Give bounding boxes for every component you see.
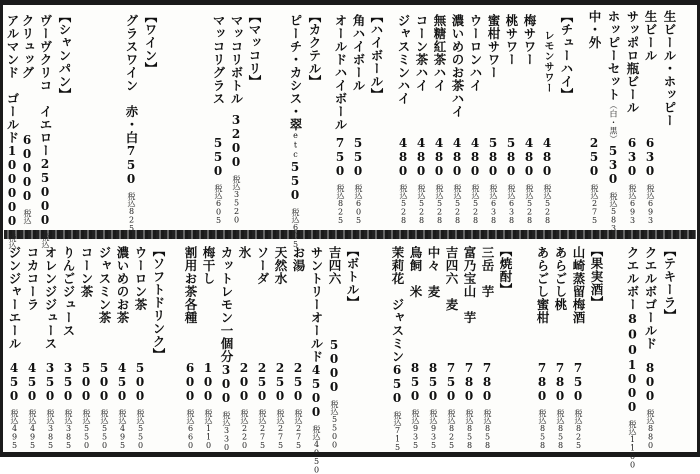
item-tax: 税込550 <box>82 408 91 449</box>
menu-item <box>123 14 139 233</box>
item-price: 480 <box>522 135 536 178</box>
menu-item <box>182 246 198 449</box>
item-tax: 税込1100 <box>628 419 637 469</box>
item-tax: 税込4950 <box>312 425 321 474</box>
item-tax: 税込528 <box>543 183 552 224</box>
item-price: 600 <box>183 360 197 403</box>
item-name: ホッピーセット <box>606 10 621 101</box>
bottle-heading: 【ボトル】 <box>345 244 360 309</box>
item-tax: 税込605 <box>291 207 300 248</box>
item-price: 480 <box>540 135 554 178</box>
item-tax: 税込528 <box>417 183 426 224</box>
item-name: コーン茶ハイ <box>414 14 429 92</box>
item-tax: 税込495 <box>10 408 19 449</box>
menu-item <box>332 14 348 224</box>
item-name: 吉四六 麦 <box>444 246 459 311</box>
menu-item <box>642 10 658 224</box>
item-price: 530 <box>606 143 620 186</box>
item-tax: 税込825 <box>574 408 583 449</box>
item-tax: 税込528 <box>399 183 408 224</box>
highball-heading: 【ハイボール】 <box>369 10 384 101</box>
item-name: 富乃宝山 芋 <box>462 246 477 324</box>
item-name: ヴーヴクリコ イエロー <box>38 14 53 157</box>
item-price: 1000 <box>625 357 639 414</box>
item-note: （白・黒） <box>609 101 618 144</box>
item-price: 780 <box>480 360 494 403</box>
item-price: 750 <box>571 360 585 403</box>
item-price: 750 <box>333 135 347 178</box>
left-border <box>0 0 3 457</box>
item-price: 250 <box>273 360 287 403</box>
item-tax: 税込880 <box>646 408 655 449</box>
item-price: 250 <box>587 135 601 178</box>
item-tax: 税込858 <box>556 408 565 449</box>
menu-item <box>42 246 58 449</box>
item-name: ウーロン茶 <box>133 246 148 311</box>
menu-item <box>534 246 550 449</box>
item-tax: 税込858 <box>483 408 492 449</box>
item-tax: 税込528 <box>525 183 534 224</box>
item-tax: 税込3520 <box>232 175 241 224</box>
menu-item <box>431 14 447 224</box>
item-name: 割用お茶各種 <box>183 246 198 324</box>
item-name: お湯 <box>291 246 306 272</box>
item-price: 650 <box>390 363 404 405</box>
menu-item <box>200 246 216 449</box>
item-note: etc <box>291 131 300 160</box>
item-tax: 税込715 <box>393 411 402 452</box>
menu-item <box>210 14 226 224</box>
menu-item <box>96 246 112 449</box>
item-name: サントリーオールド <box>309 246 324 363</box>
item-name: マッコリグラス <box>211 14 226 105</box>
makgeolli-heading-col <box>246 10 262 224</box>
item-price: 250 <box>291 360 305 403</box>
item-price: 850 <box>408 360 422 403</box>
item-tax: 税込 <box>23 209 32 224</box>
item-tax: 税込110 <box>204 408 213 449</box>
item-price: 550 <box>211 135 225 178</box>
item-name: マッコリボトル <box>229 14 244 105</box>
item-tax: 税込 <box>41 233 50 248</box>
menu-item <box>37 14 53 248</box>
softdrink-heading: 【ソフトドリンク】 <box>151 244 166 361</box>
item-tax: 税込528 <box>471 183 480 224</box>
item-tax: 税込825 <box>447 408 456 449</box>
item-tax: 税込220 <box>240 408 249 449</box>
item-price: 4500 <box>309 363 323 419</box>
item-tax: 税込385 <box>64 408 73 449</box>
item-name: 山崎蒸留梅酒 <box>571 246 586 324</box>
menu-item <box>449 14 465 224</box>
menu-item <box>228 14 244 224</box>
item-name: ピーチ・カシス・翠 <box>288 14 303 131</box>
item-tax: 税込583 <box>609 191 618 232</box>
menu-item <box>467 14 483 224</box>
item-tax: 税込638 <box>489 183 498 224</box>
item-price: 500 <box>133 360 147 403</box>
menu-item <box>539 30 555 224</box>
item-tax: 税込275 <box>590 183 599 224</box>
menu-item <box>461 246 477 449</box>
fruit-heading-col <box>588 244 604 449</box>
item-tax: 税込660 <box>186 408 195 449</box>
menu-item <box>6 246 22 449</box>
item-tax: 税込275 <box>294 408 303 449</box>
menu-item <box>60 246 76 449</box>
section-divider <box>4 230 696 239</box>
item-price: 780 <box>535 360 549 403</box>
item-price: 5000 <box>327 338 341 394</box>
item-tax: 税込275 <box>258 408 267 449</box>
item-price: 580 <box>486 135 500 178</box>
item-name: 天然水 <box>273 246 288 285</box>
item-name: 梅サワー <box>522 14 537 66</box>
item-price: 60000 <box>20 133 34 203</box>
menu-item <box>24 246 40 449</box>
wine-heading: 【ワイン】 <box>143 10 158 75</box>
menu-item <box>287 14 303 248</box>
menu-item <box>272 246 288 449</box>
menu-item <box>503 14 519 224</box>
item-tax: 税込 <box>8 234 17 249</box>
item-price: 200 <box>237 360 251 403</box>
menu-item <box>485 14 501 224</box>
item-name: アルマンド ゴールド <box>5 14 20 144</box>
menu-item <box>552 246 568 449</box>
menu-item <box>570 246 586 449</box>
item-name: コカコーラ <box>25 246 40 311</box>
item-name: 生ビール <box>643 10 658 62</box>
menu-item <box>521 14 537 224</box>
item-tax: 税込5500 <box>330 400 339 449</box>
champagne-heading: 【シャンパン】 <box>57 10 72 101</box>
item-name: オールドハイボール <box>333 14 348 131</box>
item-name: 角ハイボール <box>351 14 366 92</box>
menu-item <box>132 246 148 449</box>
item-name: ウーロンハイ <box>468 14 483 92</box>
item-name: 氷 <box>237 246 252 259</box>
item-name: カットレモン一個分 <box>219 246 234 363</box>
item-price: 580 <box>504 135 518 178</box>
menu-item <box>290 246 306 449</box>
item-price: 850 <box>426 360 440 403</box>
item-name: 梅干し <box>201 246 216 285</box>
item-price: 780 <box>553 360 567 403</box>
softdrink-heading-col <box>150 244 166 449</box>
item-price: 250 <box>255 360 269 403</box>
item-price: 750 <box>444 360 458 403</box>
tequila-heading-col <box>661 244 677 449</box>
item-price: 25000 <box>38 157 52 227</box>
item-name: クリュッグ <box>20 14 35 79</box>
item-tax: 税込528 <box>435 183 444 224</box>
menu-item <box>624 246 640 469</box>
menu-item <box>326 246 342 449</box>
cocktail-heading-col <box>306 10 322 224</box>
item-price: 480 <box>432 135 446 178</box>
item-tax: 税込528 <box>453 183 462 224</box>
item-tax: 税込385 <box>46 408 55 449</box>
item-name: ジャスミン茶 <box>97 246 112 324</box>
item-name: レモンサワー <box>542 30 553 93</box>
item-name: あらごし桃 <box>553 246 568 311</box>
item-name: 濃いめのお茶ハイ <box>450 14 465 118</box>
item-tax: 税込935 <box>429 408 438 449</box>
item-price: 550 <box>288 159 302 202</box>
beer-heading: 生ビール・ホッピー <box>662 10 677 127</box>
item-name: 中々 麦 <box>426 246 441 298</box>
item-name: ジャスミンハイ <box>396 14 411 105</box>
item-price: 550 <box>351 135 365 178</box>
shochu-heading-col <box>497 244 513 449</box>
item-tax: 税込550 <box>100 408 109 449</box>
item-name: 中・外 <box>587 10 602 49</box>
item-name: 無糖紅茶ハイ <box>432 14 447 92</box>
item-tax: 税込638 <box>507 183 516 224</box>
item-price: 3200 <box>229 113 243 169</box>
chuhai-heading-col <box>558 10 574 224</box>
item-price: 450 <box>115 360 129 403</box>
item-name: クエルボー800 <box>625 246 640 358</box>
item-tax: 税込330 <box>222 411 231 452</box>
item-price: 350 <box>43 360 57 403</box>
item-name: 吉四六 <box>327 246 342 285</box>
menu-item <box>425 246 441 449</box>
item-price: 480 <box>414 135 428 178</box>
menu-item <box>254 246 270 449</box>
menu-item <box>586 10 602 224</box>
menu-item <box>407 246 423 449</box>
fruit-heading: 【果実酒】 <box>589 244 604 309</box>
item-price: 480 <box>468 135 482 178</box>
menu-item <box>443 246 459 449</box>
item-name: クエルボゴールド <box>643 246 658 350</box>
item-name: 鳥飼 米 <box>408 246 423 298</box>
chuhai-heading: 【チューハイ】 <box>559 10 574 101</box>
bottom-border <box>0 452 700 457</box>
item-price: 100000 <box>5 144 19 228</box>
item-name: オレンジジュース <box>43 246 58 350</box>
item-price: 480 <box>450 135 464 178</box>
highball-heading-col <box>368 10 384 224</box>
item-tax: 税込858 <box>465 408 474 449</box>
item-price: 500 <box>97 360 111 403</box>
item-price: 100 <box>201 360 215 403</box>
item-price: 450 <box>25 360 39 403</box>
menu-item <box>624 10 640 224</box>
item-name: コーン茶 <box>79 246 94 298</box>
menu-item <box>4 14 20 249</box>
item-name: 茉莉花 ジャスミン <box>390 246 405 363</box>
item-price: 750 <box>124 144 138 186</box>
item-price: 350 <box>61 360 75 403</box>
menu-item <box>218 246 234 452</box>
item-price: 800 <box>643 360 657 403</box>
item-price: 780 <box>462 360 476 403</box>
menu-item <box>350 14 366 224</box>
menu-item <box>413 14 429 224</box>
item-tax: 税込858 <box>538 408 547 449</box>
item-name: りんごジュース <box>61 246 76 337</box>
item-name: 濃いめのお茶 <box>115 246 130 324</box>
tequila-heading: 【テキーラ】 <box>662 244 677 322</box>
item-name: サッポロ瓶ビール <box>625 10 640 114</box>
item-price: 500 <box>79 360 93 403</box>
item-tax: 税込935 <box>411 408 420 449</box>
menu-item <box>389 246 405 452</box>
champagne-heading-col <box>56 10 72 224</box>
wine-heading-col <box>142 10 158 224</box>
beer-heading-col <box>661 10 677 224</box>
menu-item <box>395 14 411 224</box>
shochu-heading: 【焼酎】 <box>498 244 513 296</box>
item-tax: 税込275 <box>276 408 285 449</box>
item-name: グラスワイン 赤・白 <box>124 14 139 144</box>
menu-item <box>642 246 658 449</box>
menu-item <box>479 246 495 449</box>
item-price: 450 <box>7 360 21 403</box>
item-tax: 税込693 <box>628 183 637 224</box>
item-tax: 税込550 <box>136 408 145 449</box>
item-tax: 税込605 <box>354 183 363 224</box>
item-tax: 税込693 <box>646 183 655 224</box>
item-tax: 税込495 <box>28 408 37 449</box>
item-tax: 税込825 <box>127 192 136 233</box>
menu-item <box>78 246 94 449</box>
item-tax: 税込495 <box>118 408 127 449</box>
makgeolli-heading: 【マッコリ】 <box>247 10 262 88</box>
item-price: 630 <box>643 135 657 178</box>
item-name: 桃サワー <box>504 14 519 66</box>
menu-item <box>114 246 130 449</box>
item-tax: 税込605 <box>214 183 223 224</box>
item-price: 630 <box>625 135 639 178</box>
menu-item <box>605 10 621 232</box>
top-border <box>0 0 700 5</box>
menu-item <box>236 246 252 449</box>
menu-item <box>308 246 324 474</box>
cocktail-heading: 【カクテル】 <box>307 10 322 88</box>
item-price: 300 <box>219 363 233 405</box>
bottle-heading-col <box>344 244 360 449</box>
item-price: 480 <box>396 135 410 178</box>
item-name: ソーダ <box>255 246 270 285</box>
item-name: あらごし蜜柑 <box>535 246 550 324</box>
item-name: 三岳 芋 <box>480 246 495 298</box>
item-name: 蜜柑サワー <box>486 14 501 79</box>
item-name: ジンジャーエール <box>7 246 22 350</box>
menu-item <box>19 14 35 224</box>
item-tax: 税込825 <box>336 183 345 224</box>
